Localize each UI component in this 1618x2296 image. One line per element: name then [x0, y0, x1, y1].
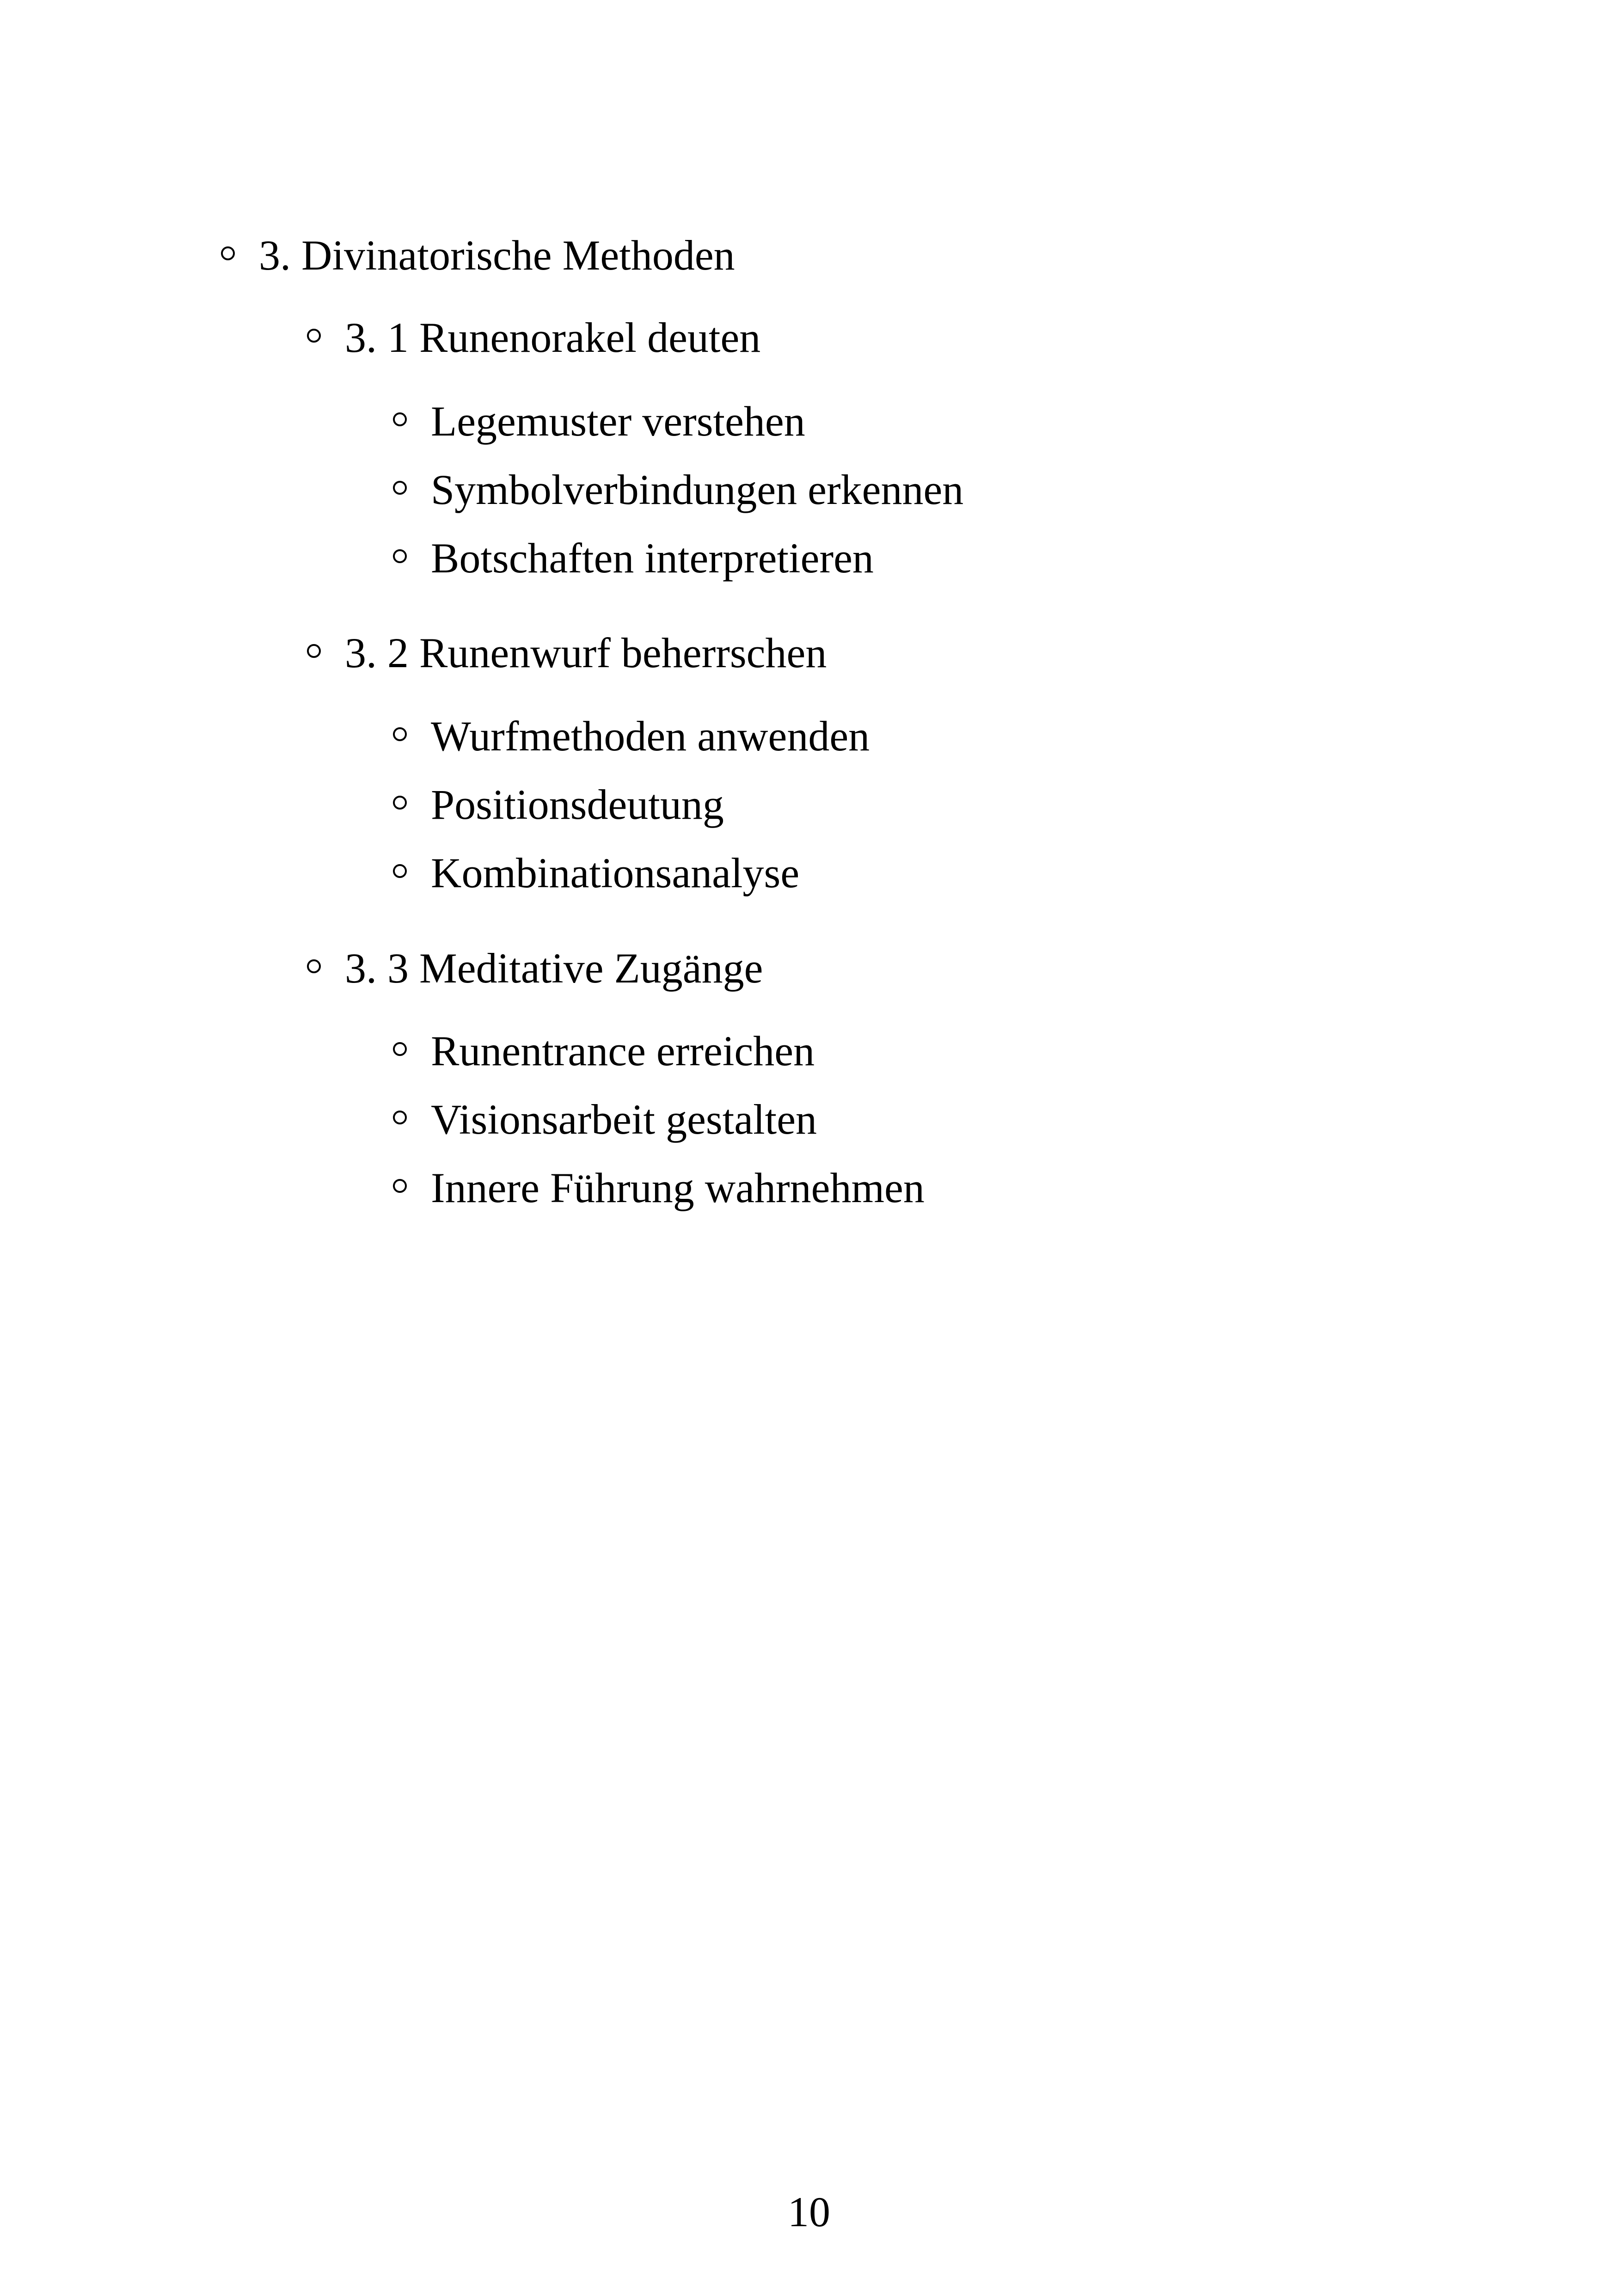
bullet-icon — [393, 864, 407, 878]
list-item: Visionsarbeit gestalten — [431, 1096, 817, 1143]
section-heading: 3. Divinatorische Methoden — [259, 232, 735, 279]
page-number: 10 — [788, 2188, 830, 2235]
list-item: Wurfmethoden anwenden — [431, 712, 870, 760]
list-item: Innere Führung wahrnehmen — [431, 1164, 925, 1211]
bullet-icon — [393, 727, 407, 741]
list-item: Symbolverbindungen erkennen — [431, 466, 964, 513]
subsection-heading: 3. 2 Runenwurf beherrschen — [345, 629, 827, 676]
bullet-icon — [307, 329, 321, 343]
bullet-icon — [393, 796, 407, 810]
list-item: Botschaften interpretieren — [431, 534, 874, 582]
bullet-icon — [393, 1179, 407, 1193]
subsection-heading: 3. 1 Runenorakel deuten — [345, 314, 761, 361]
bullet-icon — [393, 549, 407, 563]
bullet-icon — [393, 1111, 407, 1124]
bullet-icon — [393, 412, 407, 426]
bullet-icon — [307, 644, 321, 658]
subsection-heading: 3. 3 Meditative Zugänge — [345, 945, 763, 992]
list-item: Kombinationsanalyse — [431, 849, 800, 896]
list-item: Runentrance erreichen — [431, 1027, 815, 1074]
bullet-icon — [393, 481, 407, 495]
list-item: Legemuster verstehen — [431, 398, 805, 445]
bullet-icon — [393, 1042, 407, 1056]
list-item: Positionsdeutung — [431, 781, 724, 828]
bullet-icon — [221, 246, 235, 260]
bullet-icon — [307, 959, 321, 973]
